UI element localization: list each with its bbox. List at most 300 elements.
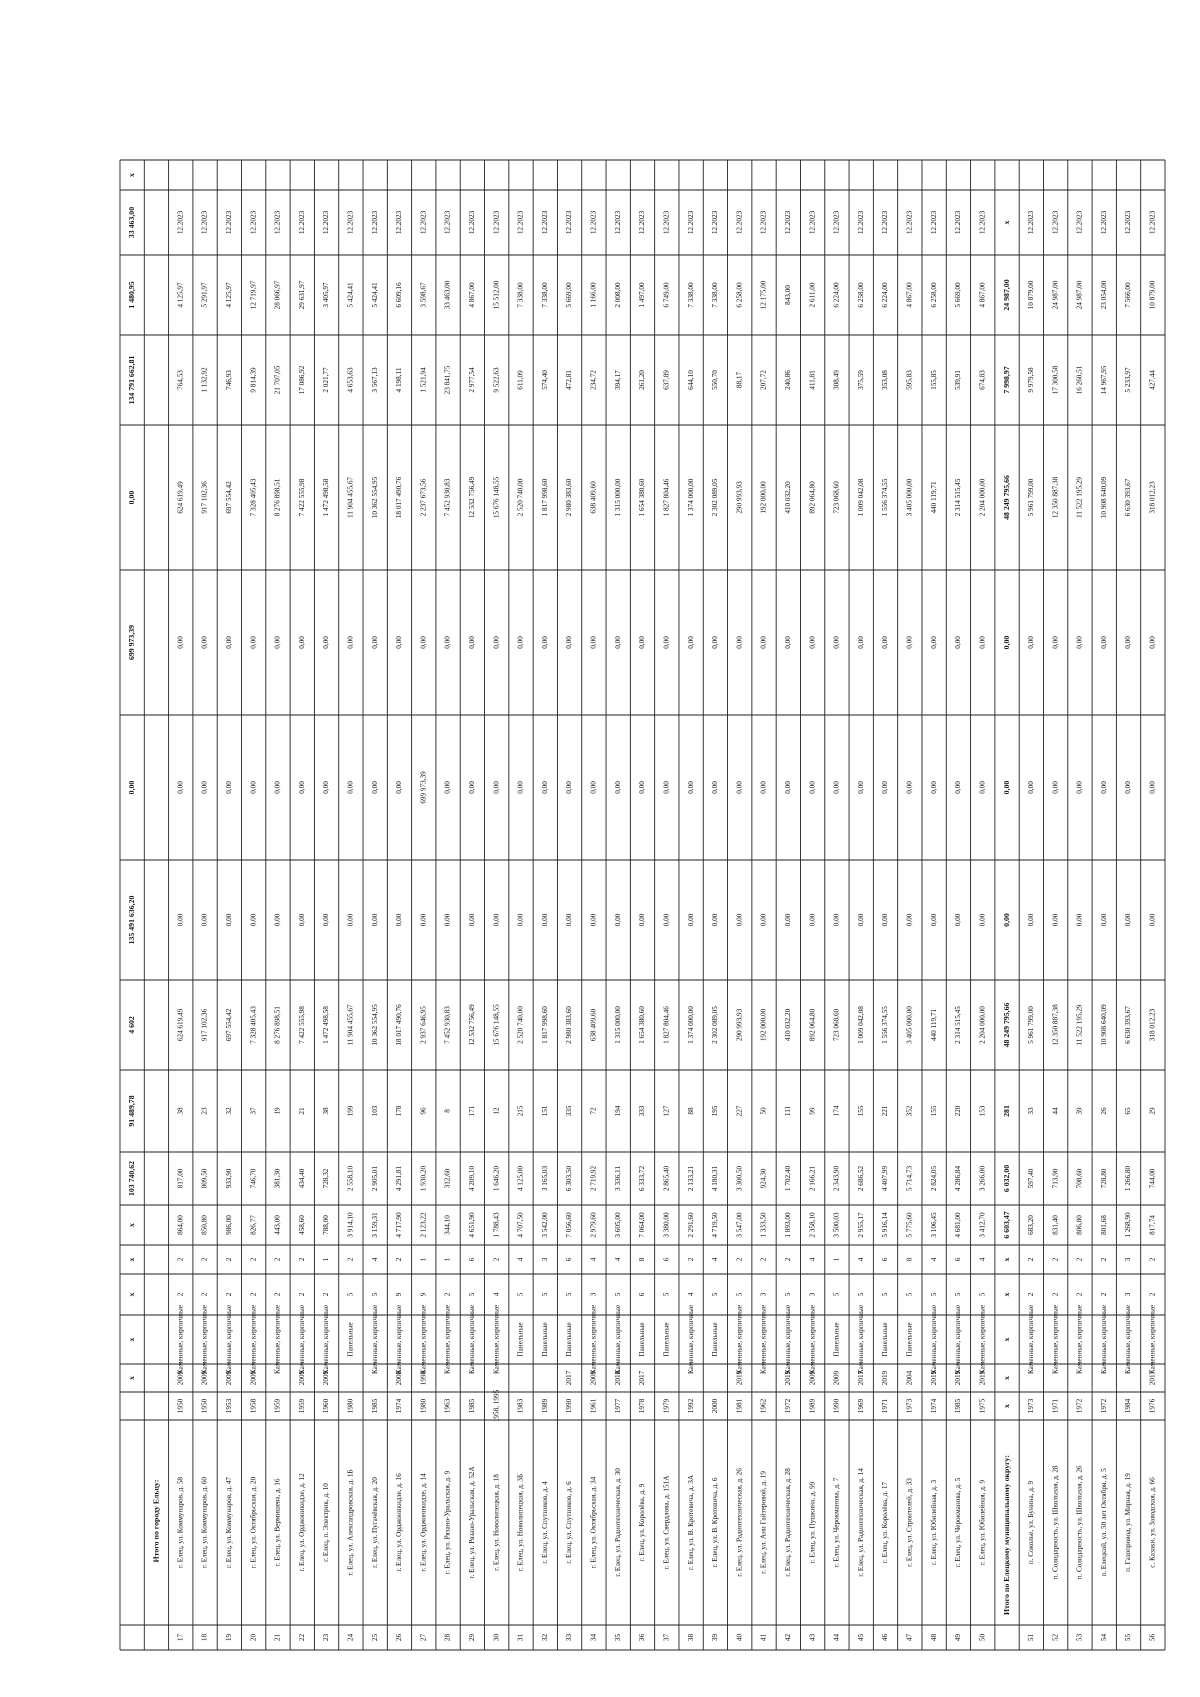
floors: 5 — [370, 1292, 379, 1297]
deadline: 12.2023 — [735, 210, 744, 235]
limit-per-m2: 6 224,00 — [881, 282, 890, 308]
residents: 111 — [783, 1105, 792, 1117]
total-district-cell: 48 249 795,66 — [1001, 475, 1011, 520]
residents: 96 — [419, 1107, 428, 1115]
fund-2: 0,00 — [200, 781, 209, 794]
entrances: 2 — [395, 1257, 404, 1262]
entrances: 2 — [1075, 1257, 1084, 1262]
residents: 221 — [881, 1105, 890, 1117]
floors: 4 — [492, 1292, 501, 1297]
residents: 23 — [200, 1107, 209, 1115]
fund-4: 10 362 554,95 — [370, 476, 379, 519]
living-area: 713,90 — [1051, 1168, 1060, 1189]
year-renovated: 2017 — [856, 1370, 865, 1386]
fund-3: 0,00 — [929, 636, 938, 649]
cost-total: 192 000,00 — [759, 1008, 768, 1042]
row-number: 55 — [1124, 1633, 1133, 1642]
year-renovated: 2019 — [929, 1370, 938, 1386]
floors: 2 — [1051, 1292, 1060, 1297]
year-built: 1973 — [905, 1398, 914, 1414]
fund-3: 0,00 — [808, 636, 817, 649]
total-area: 864,00 — [176, 1215, 185, 1235]
total-area: 2 955,17 — [856, 1212, 865, 1238]
fund-4: 1 654 380,60 — [638, 478, 647, 517]
cost-total: 2 980 383,60 — [565, 1006, 574, 1044]
cost-per-m2: 2 021,77 — [322, 367, 331, 393]
fund-4: 723 068,60 — [832, 481, 841, 514]
limit-per-m2: 24 987,00 — [1051, 280, 1060, 310]
deadline: 12.2023 — [176, 210, 185, 235]
wall-material: Каменные, кирпичные — [297, 1304, 306, 1375]
limit-per-m2: 12 719,97 — [249, 280, 258, 310]
fund-2: 0,00 — [565, 781, 574, 794]
fund-3: 0,00 — [686, 636, 695, 649]
row-number: 27 — [419, 1633, 428, 1642]
living-area: 4 125,00 — [516, 1165, 525, 1192]
wall-material: Каменные, кирпичные — [370, 1304, 379, 1375]
row-number: 26 — [395, 1633, 404, 1642]
fund-1: 0,00 — [638, 913, 647, 927]
fund-4: 7 422 555,98 — [297, 478, 306, 517]
year-built: 1975 — [978, 1398, 987, 1414]
cost-total: 318 012,23 — [1148, 1008, 1157, 1042]
year-built: 1973 — [1026, 1398, 1035, 1414]
floors: 3 — [759, 1292, 768, 1297]
floors: 5 — [346, 1292, 355, 1297]
wall-material: Каменные, кирпичные — [1099, 1304, 1108, 1375]
fund-4: 917 102,36 — [200, 481, 209, 514]
fund-2: 0,00 — [662, 781, 671, 794]
residents: 194 — [613, 1105, 622, 1117]
row-number: 18 — [200, 1633, 209, 1642]
residents: 38 — [322, 1107, 331, 1115]
cost-per-m2: 746,93 — [225, 370, 234, 390]
floors: 5 — [613, 1292, 622, 1297]
floors: 2 — [1148, 1292, 1157, 1297]
address: г. Елец, ул. Королёва, д. 17 — [881, 1481, 890, 1564]
header-cell: x — [126, 1257, 136, 1262]
row-number: 37 — [662, 1633, 671, 1642]
fund-3: 0,00 — [735, 636, 744, 649]
limit-per-m2: 5 291,97 — [200, 282, 209, 308]
entrances: 4 — [516, 1257, 525, 1262]
total-area: 806,80 — [1075, 1215, 1084, 1235]
address: г. Елец, ул. Черокманова, д. 7 — [832, 1477, 841, 1568]
fund-3: 0,00 — [954, 636, 963, 649]
year-built: 1980 — [419, 1398, 428, 1414]
total-area: 2 291,60 — [686, 1212, 695, 1238]
floors: 2 — [297, 1292, 306, 1297]
fund-1: 0,00 — [711, 913, 720, 927]
fund-4: 2 520 740,00 — [516, 478, 525, 517]
limit-per-m2: 1 497,00 — [638, 282, 647, 308]
total-district-cell: x — [1001, 1337, 1011, 1342]
year-built: 1953 — [225, 1398, 234, 1414]
fund-4: 15 676 148,55 — [492, 476, 501, 519]
floors: 5 — [978, 1292, 987, 1297]
limit-per-m2: 3 405,97 — [322, 282, 331, 308]
floors: 2 — [200, 1292, 209, 1297]
year-built: 1962 — [759, 1398, 768, 1414]
floors: 6 — [638, 1292, 647, 1297]
fund-2: 0,00 — [978, 781, 987, 794]
deadline: 12.2023 — [468, 210, 477, 235]
deadline: 12.2023 — [225, 210, 234, 235]
deadline: 12.2023 — [297, 210, 306, 235]
fund-4: 192 000,00 — [759, 481, 768, 514]
cost-per-m2: 353,08 — [881, 370, 890, 390]
fund-3: 0,00 — [711, 636, 720, 649]
floors: 5 — [783, 1292, 792, 1297]
row-number: 45 — [856, 1633, 865, 1642]
address: г. Елец, ул. Радиотехническая, д. 30 — [613, 1468, 622, 1577]
deadline: 12.2023 — [1099, 210, 1108, 235]
entrances: 2 — [492, 1257, 501, 1262]
fund-4: 8 276 898,51 — [273, 478, 282, 517]
limit-per-m2: 28 066,97 — [273, 280, 282, 310]
fund-3: 0,00 — [662, 636, 671, 649]
year-built: 1981 — [735, 1398, 744, 1414]
cost-total: 723 068,60 — [832, 1008, 841, 1042]
living-area: 746,70 — [249, 1168, 258, 1189]
fund-1: 0,00 — [1075, 913, 1084, 927]
fund-4: 892 064,80 — [808, 481, 817, 514]
residents: 178 — [395, 1105, 404, 1117]
limit-per-m2: 2 611,00 — [808, 282, 817, 308]
fund-2: 0,00 — [492, 781, 501, 794]
year-renovated: 2009 — [297, 1370, 306, 1386]
fund-1: 0,00 — [225, 913, 234, 927]
deadline: 12.2023 — [759, 210, 768, 235]
total-area: 2 123,22 — [419, 1212, 428, 1238]
cost-per-m2: 21 707,05 — [273, 365, 282, 395]
entrances: 2 — [200, 1257, 209, 1262]
wall-material: Панельные — [565, 1322, 574, 1357]
total-area: 3 159,31 — [370, 1212, 379, 1238]
address: г. Елец, ул. Коммунаров, д. 58 — [176, 1476, 185, 1569]
fund-2: 0,00 — [1148, 781, 1157, 794]
year-built: 1974 — [395, 1398, 404, 1414]
row-number: 46 — [881, 1633, 890, 1642]
living-area: 4 291,81 — [395, 1165, 404, 1192]
year-built: 1972 — [1099, 1398, 1108, 1414]
fund-2: 0,00 — [613, 781, 622, 794]
living-area: 2 719,92 — [589, 1165, 598, 1192]
cost-per-m2: 394,17 — [613, 370, 622, 390]
row-number: 49 — [954, 1633, 963, 1642]
cost-total: 3 405 000,00 — [905, 1006, 914, 1044]
fund-2: 0,00 — [783, 781, 792, 794]
entrances: 4 — [856, 1257, 865, 1262]
residents: 199 — [346, 1105, 355, 1117]
deadline: 12.2023 — [516, 210, 525, 235]
year-renovated: 1998 — [419, 1370, 428, 1386]
cost-per-m2: 644,10 — [686, 370, 695, 390]
living-area: 4 407,99 — [881, 1165, 890, 1192]
entrances: 2 — [1148, 1257, 1157, 1262]
cost-per-m2: 637,89 — [662, 370, 671, 390]
cost-per-m2: 308,49 — [832, 370, 841, 390]
header-cell: 91 489,78 — [126, 1095, 136, 1127]
floors: 2 — [176, 1292, 185, 1297]
row-number: 50 — [978, 1633, 987, 1642]
row-number: 53 — [1075, 1633, 1084, 1642]
fund-1: 0,00 — [613, 913, 622, 927]
wall-material: Каменные, кирпичные — [783, 1304, 792, 1375]
total-area: 5 916,14 — [881, 1212, 890, 1238]
fund-2: 0,00 — [1099, 781, 1108, 794]
cost-total: 7 452 930,83 — [443, 1006, 452, 1044]
wall-material: Панельные — [662, 1322, 671, 1357]
total-area: 458,60 — [297, 1215, 306, 1235]
wall-material: Каменные, кирпичные — [589, 1304, 598, 1375]
fund-4: 1 817 998,60 — [540, 478, 549, 517]
total-district-cell: 0,00 — [1001, 913, 1011, 927]
total-area: 788,00 — [322, 1215, 331, 1235]
fund-4: 5 961 799,00 — [1026, 478, 1035, 517]
living-area: 1 266,80 — [1124, 1165, 1133, 1192]
row-number: 43 — [808, 1633, 817, 1642]
cost-per-m2: 472,81 — [565, 370, 574, 390]
address: г. Елец, ул. Новолипецкая, д. 3Б — [516, 1473, 525, 1572]
wall-material: Панельные — [711, 1322, 720, 1357]
limit-per-m2: 6 609,16 — [395, 282, 404, 308]
wall-material: Каменные, кирпичные — [1026, 1304, 1035, 1375]
header-cell: 0,00 — [126, 780, 136, 795]
residents: 227 — [735, 1105, 744, 1117]
fund-3: 0,00 — [565, 636, 574, 649]
wall-material: Каменные, кирпичные — [468, 1304, 477, 1375]
fund-4: 2 204 000,00 — [978, 478, 987, 517]
wall-material: Каменные, кирпичные — [176, 1304, 185, 1375]
fund-2: 0,00 — [273, 781, 282, 794]
wall-material: Каменные, кирпичные — [249, 1304, 258, 1375]
fund-1: 0,00 — [443, 913, 452, 927]
year-built: 1959 — [297, 1398, 306, 1414]
total-area: 5 775,60 — [905, 1212, 914, 1238]
wall-material: Каменные, кирпичные — [200, 1304, 209, 1375]
total-area: 3 547,00 — [735, 1212, 744, 1238]
fund-1: 0,00 — [273, 913, 282, 927]
header-cell: 0,00 — [126, 490, 136, 505]
row-number: 54 — [1099, 1633, 1108, 1642]
limit-per-m2: 7 338,00 — [711, 282, 720, 308]
address: г. Елец, ул. Александровская, д. 1Б — [346, 1469, 355, 1576]
row-number: 34 — [589, 1633, 598, 1642]
cost-total: 1 009 042,08 — [856, 1006, 865, 1044]
limit-per-m2: 6 749,00 — [662, 282, 671, 308]
year-built: 1972 — [1075, 1398, 1084, 1414]
living-area: 597,40 — [1026, 1168, 1035, 1189]
fund-2: 0,00 — [881, 781, 890, 794]
cost-per-m2: 595,83 — [905, 370, 914, 390]
fund-1: 0,00 — [1099, 913, 1108, 927]
address: г. Елец, ул. Черокманова, д. 5 — [954, 1477, 963, 1568]
header-cell: x — [126, 1223, 136, 1227]
living-area: 924,30 — [759, 1168, 768, 1189]
fund-2: 0,00 — [1026, 781, 1035, 794]
residents: 174 — [832, 1105, 841, 1117]
fund-3: 0,00 — [759, 636, 768, 649]
wall-material: Панельные — [881, 1322, 890, 1357]
year-renovated: 2009 — [225, 1370, 234, 1386]
cost-total: 6 630 393,67 — [1124, 1006, 1133, 1044]
fund-4: 3 405 000,00 — [905, 478, 914, 517]
fund-1: 0,00 — [589, 913, 598, 927]
fund-3: 0,00 — [273, 636, 282, 649]
wall-material: Каменные, кирпичные — [1124, 1304, 1133, 1375]
cost-per-m2: 3 567,13 — [370, 367, 379, 393]
floors: 5 — [929, 1292, 938, 1297]
cost-per-m2: 14 967,95 — [1099, 365, 1108, 395]
fund-3: 0,00 — [783, 636, 792, 649]
wall-material: Панельные — [346, 1322, 355, 1357]
total-area: 443,00 — [273, 1215, 282, 1235]
fund-2: 0,00 — [808, 781, 817, 794]
entrances: 4 — [929, 1257, 938, 1262]
floors: 2 — [1099, 1292, 1108, 1297]
fund-2: 0,00 — [954, 781, 963, 794]
fund-3: 0,00 — [881, 636, 890, 649]
living-area: 1 646,20 — [492, 1165, 501, 1192]
deadline: 12.2023 — [613, 210, 622, 235]
residents: 195 — [711, 1105, 720, 1117]
living-area: 3 266,00 — [978, 1165, 987, 1192]
fund-3: 0,00 — [613, 636, 622, 649]
wall-material: Каменные, кирпичные — [322, 1304, 331, 1375]
total-area: 3 500,03 — [832, 1212, 841, 1238]
row-number: 19 — [225, 1633, 234, 1642]
residents: 215 — [516, 1105, 525, 1117]
year-built: 1983 — [516, 1398, 525, 1414]
address: п. Соколье, ул. Бунина, д. 9 — [1026, 1480, 1035, 1565]
living-area: 4 180,31 — [711, 1165, 720, 1192]
year-built: 1978 — [638, 1398, 647, 1414]
living-area: 1 930,20 — [419, 1165, 428, 1192]
cost-total: 2 520 740,00 — [516, 1006, 525, 1044]
cost-total: 1 654 380,60 — [638, 1006, 647, 1044]
deadline: 12.2023 — [1026, 210, 1035, 235]
deadline: 12.2023 — [832, 210, 841, 235]
wall-material: Каменные, кирпичные — [443, 1304, 452, 1375]
residents: 29 — [1148, 1107, 1157, 1115]
fund-2: 0,00 — [589, 781, 598, 794]
address: г. Елец, ул. Свердлова, д. 151А — [662, 1475, 671, 1570]
deadline: 12.2023 — [711, 210, 720, 235]
fund-1: 0,00 — [856, 913, 865, 927]
cost-total: 12 532 756,49 — [468, 1004, 477, 1046]
fund-3: 0,00 — [638, 636, 647, 649]
address: г. Елец, ул. Спутников, д. 6 — [565, 1481, 574, 1564]
fund-1: 0,00 — [832, 913, 841, 927]
wall-material: Панельные — [516, 1322, 525, 1357]
fund-2: 0,00 — [249, 781, 258, 794]
deadline: 12.2023 — [1148, 210, 1157, 235]
limit-per-m2: 5 424,41 — [370, 282, 379, 308]
deadline: 12.2023 — [638, 210, 647, 235]
limit-per-m2: 33 463,00 — [443, 280, 452, 310]
row-number: 47 — [905, 1633, 914, 1642]
deadline: 12.2023 — [395, 210, 404, 235]
year-built: 1959 — [273, 1398, 282, 1414]
row-number: 44 — [832, 1633, 841, 1642]
fund-2: 0,00 — [856, 781, 865, 794]
fund-4: 1 827 804,46 — [662, 478, 671, 517]
residents: 127 — [662, 1105, 671, 1117]
floors: 5 — [565, 1292, 574, 1297]
cost-per-m2: 539,91 — [954, 370, 963, 390]
fund-2: 0,00 — [516, 781, 525, 794]
floors: 2 — [322, 1292, 331, 1297]
limit-per-m2: 6 258,00 — [929, 282, 938, 308]
living-area: 728,32 — [322, 1168, 331, 1189]
cost-total: 624 619,49 — [176, 1008, 185, 1042]
total-area: 3 412,70 — [978, 1212, 987, 1238]
total-district-cell: x — [1001, 1292, 1011, 1297]
fund-4: 10 908 640,09 — [1099, 476, 1108, 519]
total-area: 4 717,90 — [395, 1212, 404, 1238]
residents: 37 — [249, 1107, 258, 1115]
limit-per-m2: 4 125,97 — [225, 282, 234, 308]
cost-per-m2: 764,53 — [176, 370, 185, 390]
deadline: 12.2023 — [565, 210, 574, 235]
fund-3: 0,00 — [589, 636, 598, 649]
year-built: 1984 — [1124, 1398, 1133, 1414]
total-area: 2 358,10 — [808, 1212, 817, 1238]
fund-4: 6 630 393,67 — [1124, 478, 1133, 517]
year-built: 1958 — [249, 1398, 258, 1414]
row-number: 28 — [443, 1633, 452, 1642]
limit-per-m2: 6 258,00 — [856, 282, 865, 308]
year-built: 1976 — [1148, 1398, 1157, 1414]
entrances: 4 — [808, 1257, 817, 1262]
cost-total: 638 409,60 — [589, 1008, 598, 1042]
cost-per-m2: 574,40 — [540, 370, 549, 390]
cost-total: 15 676 148,55 — [492, 1004, 501, 1046]
year-renovated: 2009 — [249, 1370, 258, 1386]
fund-2: 0,00 — [1051, 781, 1060, 794]
total-area: 4 681,00 — [954, 1212, 963, 1238]
fund-4: 12 532 756,49 — [468, 476, 477, 519]
cost-total: 2 937 646,95 — [419, 1006, 428, 1044]
deadline: 12.2023 — [686, 210, 695, 235]
total-city-label: Итого по городу Ельцу: — [151, 1479, 161, 1563]
address: г. Елец, ул. Орджоникидзе, д. 14 — [419, 1473, 428, 1572]
entrances: 2 — [346, 1257, 355, 1262]
fund-1: 0,00 — [1026, 913, 1035, 927]
cost-per-m2: 17 086,92 — [297, 365, 306, 395]
fund-4: 12 350 887,38 — [1051, 476, 1060, 519]
fund-4: 624 619,49 — [176, 481, 185, 514]
cost-per-m2: 1 132,92 — [200, 367, 209, 393]
residents: 335 — [565, 1105, 574, 1117]
header-cell: 699 973,39 — [126, 624, 136, 661]
year-built: 1960 — [322, 1398, 331, 1414]
deadline: 12.2023 — [929, 210, 938, 235]
fund-4: 11 522 195,29 — [1075, 476, 1084, 519]
cost-total: 410 032,20 — [783, 1008, 792, 1042]
fund-2: 0,00 — [832, 781, 841, 794]
total-area: 4 651,90 — [468, 1212, 477, 1238]
row-number: 52 — [1051, 1633, 1060, 1642]
residents: 103 — [370, 1105, 379, 1117]
floors: 2 — [273, 1292, 282, 1297]
cost-per-m2: 9 814,39 — [249, 367, 258, 393]
cost-per-m2: 9 522,63 — [492, 367, 501, 393]
fund-4: 290 993,93 — [735, 481, 744, 514]
cost-total: 1 827 804,46 — [662, 1006, 671, 1044]
limit-per-m2: 12 175,00 — [759, 280, 768, 310]
